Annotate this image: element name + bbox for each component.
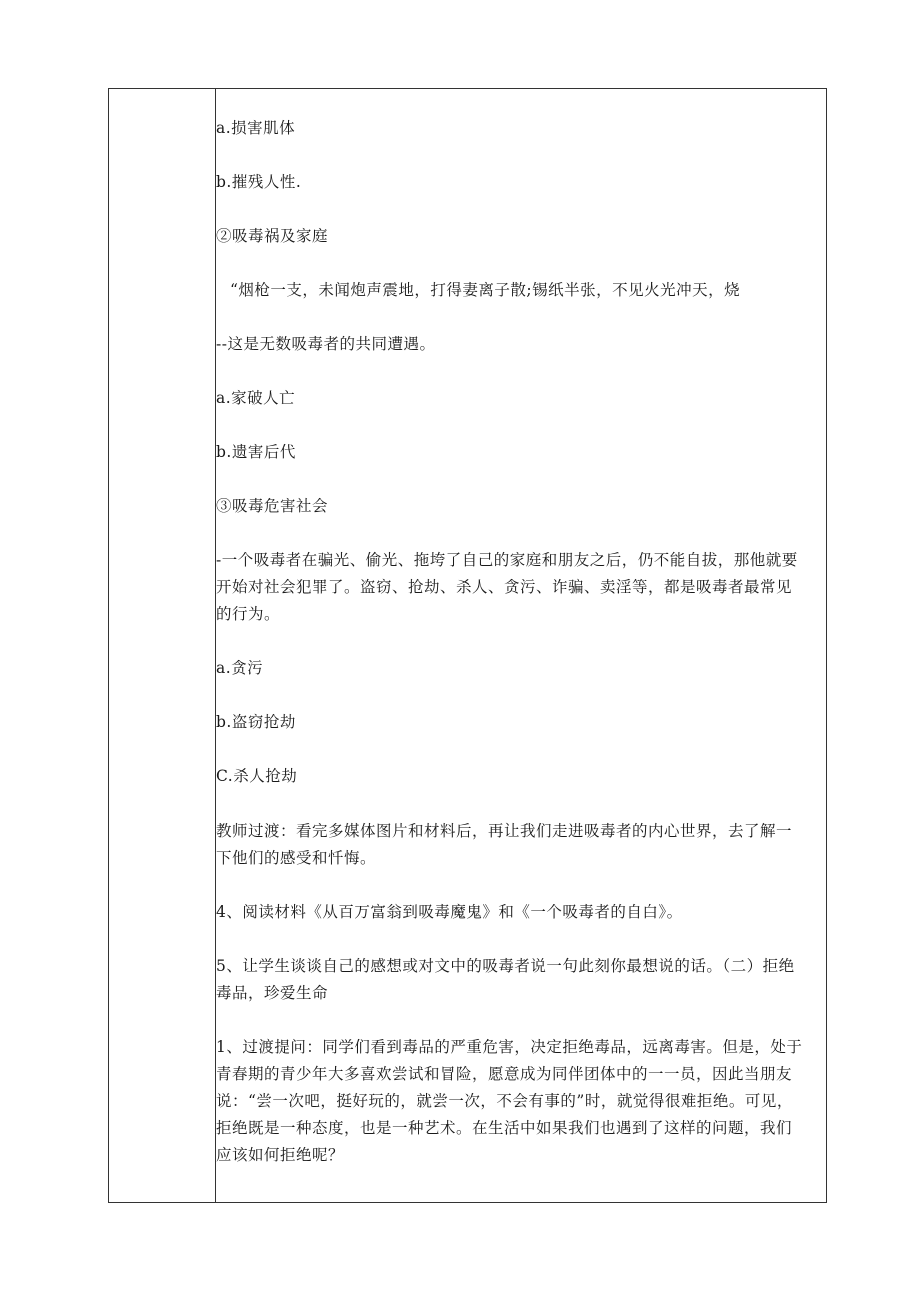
paragraph-student-discussion: 5、让学生谈谈自己的感想或对文中的吸毒者说一句此刻你最想说的话。（二）拒绝毒品，珍爱生命 bbox=[216, 957, 795, 1002]
paragraph-reading-material: 4、阅读材料《从百万富翁到吸毒魔鬼》和《一个吸毒者的自白》。 bbox=[216, 903, 683, 921]
line-common-fate: --这是无数吸毒者的共同遭遇。 bbox=[216, 335, 436, 353]
line-a-embezzle: a.贪污 bbox=[216, 659, 264, 677]
paragraph-teacher-transition: 教师过渡：看完多媒体图片和材料后，再让我们走进吸毒者的内心世界，去了解一下他们的感受和忏悔。 bbox=[216, 822, 793, 867]
quote-opium-pipe: “烟枪一支，未闻炮声震地，打得妻离子散;锡纸半张，不见火光冲天，烧 bbox=[230, 281, 741, 299]
lesson-table bbox=[108, 88, 827, 1203]
line-b-theft-robbery: b.盗窃抢劫 bbox=[216, 713, 296, 731]
line-b-harm-offspring: b.遗害后代 bbox=[216, 443, 296, 461]
line-c-murder-robbery: C.杀人抢劫 bbox=[216, 767, 298, 785]
paragraph-crime-society: -一个吸毒者在骗光、偷光、拖垮了自己的家庭和朋友之后，仍不能自拔，那他就要开始对社会犯罪了。盗窃、抢劫、杀人、贪污、诈骗、卖淫等，都是吸毒者最常见的行为。 bbox=[216, 551, 798, 623]
line-a-family-ruined: a.家破人亡 bbox=[216, 389, 296, 407]
table-content-cell bbox=[216, 89, 826, 1202]
heading-society-harm: ③吸毒危害社会 bbox=[216, 497, 329, 515]
heading-family-harm: ②吸毒祸及家庭 bbox=[216, 227, 329, 245]
paragraph-transition-question: 1、过渡提问：同学们看到毒品的严重危害，决定拒绝毒品，远离毒害。但是，处于青春期的青少年大多喜欢尝试和冒险，愿意成为同伴团体中的一一员，因此当朋友说：“尝一次吧，挺好玩的，就尝一次，不会有事的”时，就觉得很难拒绝。可见，拒绝既是一种态度，也是一种艺术。在生活中如果我们也遇到了这样的问题，我们应该如何拒绝呢？ bbox=[216, 1038, 803, 1164]
line-a-damage-body: a.损害肌体 bbox=[216, 119, 296, 137]
line-b-destroy-humanity: b.摧残人性. bbox=[216, 173, 302, 191]
table-left-cell bbox=[109, 89, 216, 1202]
